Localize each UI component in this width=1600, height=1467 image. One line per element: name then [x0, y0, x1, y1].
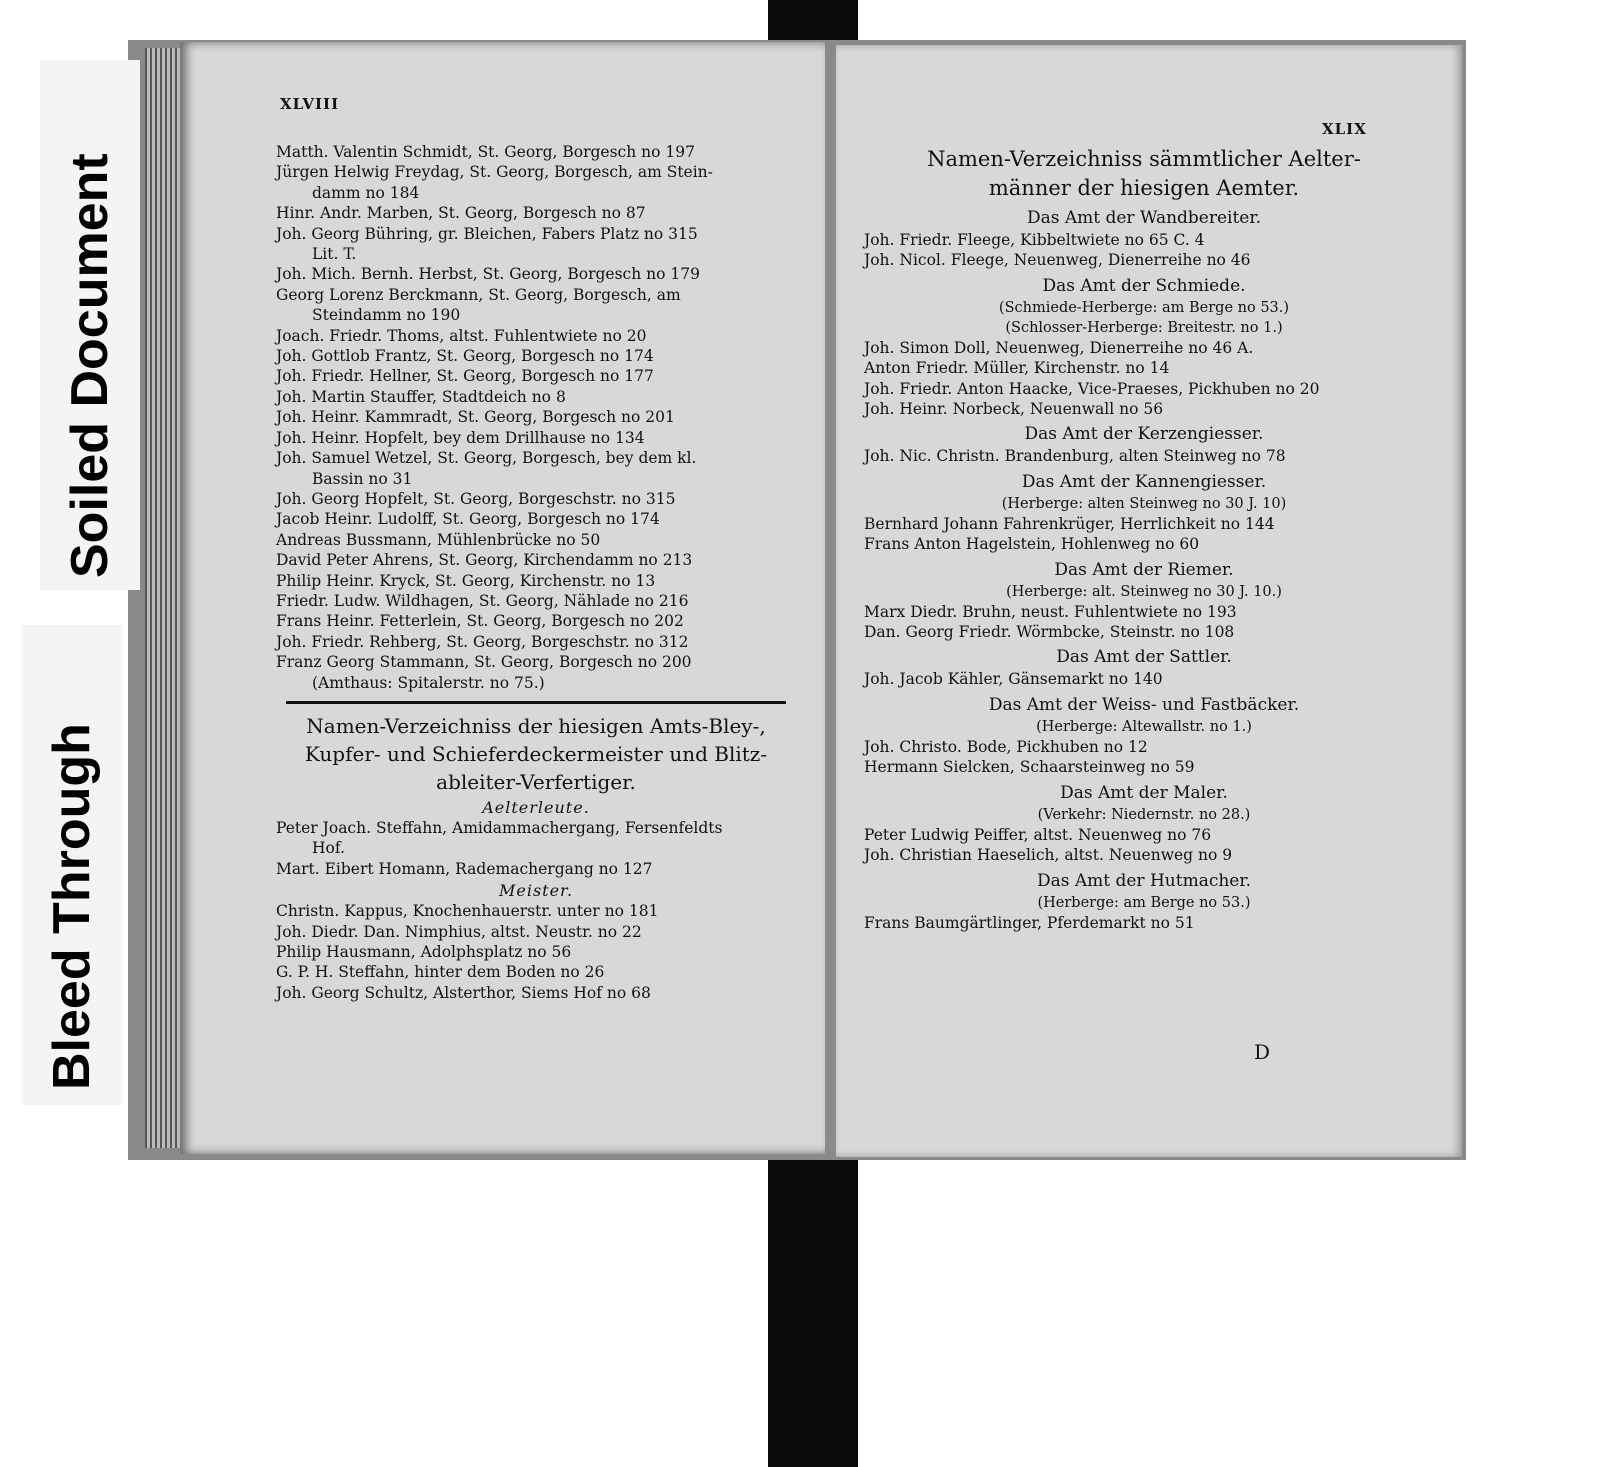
guild-sections: [864, 207, 1424, 933]
bleed-through-label: Bleed Through: [43, 723, 101, 1090]
entry-line: Frans Heinr. Fetterlein, St. Georg, Borgesch no 202: [276, 612, 684, 631]
entry-line: Joh. Christo. Bode, Pickhuben no 12: [864, 737, 1148, 756]
entry-line: Steindamm no 190: [312, 306, 461, 325]
entry-line: Hof.: [312, 839, 345, 858]
right-page-title: [864, 145, 1424, 203]
entry-line: Bassin no 31: [312, 469, 413, 488]
guild-heading: Das Amt der Kerzengiesser.: [1024, 424, 1264, 445]
entry-line: Joh. Georg Hopfelt, St. Georg, Borgeschstr. no 315: [276, 489, 676, 508]
section-title-line: Namen-Verzeichniss der hiesigen Amts-Bley-,: [306, 713, 766, 738]
guild-section: [864, 275, 1424, 420]
entry-line: Joach. Friedr. Thoms, altst. Fuhlentwiete no 20: [276, 326, 647, 345]
herberge-note: (Verkehr: Niedernstr. no 28.): [1037, 806, 1251, 823]
entry-line: Joh. Heinr. Kammradt, St. Georg, Borgesch no 201: [276, 408, 675, 427]
entry-line: Joh. Georg Schultz, Alsterthor, Siems Hof no 68: [276, 983, 651, 1002]
guild-heading: Das Amt der Wandbereiter.: [1026, 208, 1262, 228]
entry-line: Lit. T.: [312, 245, 357, 264]
entry-line: Christn. Kappus, Knochenhauerstr. unter no 181: [276, 902, 659, 921]
aelterleute-heading: Aelterleute.: [482, 797, 590, 817]
title-line: männer der hiesigen Aemter.: [988, 176, 1300, 200]
entry-line: Joh. Heinr. Hopfelt, bey dem Drillhause no 134: [276, 428, 645, 447]
herberge-note: (Herberge: alt. Steinweg no 30 J. 10.): [1006, 583, 1282, 600]
herberge-note: (Schlosser-Herberge: Breitestr. no 1.): [1005, 319, 1283, 336]
herberge-note: (Herberge: alten Steinweg no 30 J. 10): [1001, 495, 1287, 512]
herberge-note: (Schmiede-Herberge: am Berge no 53.): [998, 299, 1290, 316]
entry-line: Joh. Nicol. Fleege, Neuenweg, Dienerreihe no 46: [864, 251, 1251, 270]
entry-line: Friedr. Ludw. Wildhagen, St. Georg, Nählade no 216: [276, 591, 689, 610]
entry-line: damm no 184: [312, 183, 420, 202]
guild-section: [864, 471, 1424, 555]
title-line: Namen-Verzeichniss sämmtlicher Aelter-: [927, 147, 1361, 171]
left-section-title: [276, 712, 796, 796]
entry-line: Jürgen Helwig Freydag, St. Georg, Borgesch, am Stein-: [276, 163, 713, 182]
entry-line: David Peter Ahrens, St. Georg, Kirchendamm no 213: [276, 551, 693, 570]
entry-line: Peter Joach. Steffahn, Amidammachergang, Fersenfeldts: [276, 818, 723, 837]
guild-heading: Das Amt der Maler.: [1060, 782, 1228, 803]
herberge-note: (Herberge: am Berge no 53.): [1037, 894, 1251, 911]
guild-section: [864, 646, 1424, 689]
entry-line: G. P. H. Steffahn, hinter dem Boden no 26: [276, 963, 605, 982]
left-page-number: XLVIII: [280, 95, 340, 113]
entry-line: Joh. Christian Haeselich, altst. Neuenweg no 9: [864, 846, 1233, 865]
entry-line: Hermann Sielcken, Schaarsteinweg no 59: [864, 758, 1195, 777]
guild-section: [864, 207, 1424, 271]
guild-heading: Das Amt der Weiss- und Fastbäcker.: [988, 694, 1300, 715]
left-page-text: [276, 142, 796, 1003]
section-title-line: Kupfer- und Schieferdeckermeister und Blitz-: [304, 741, 768, 766]
entry-line: Georg Lorenz Berckmann, St. Georg, Borgesch, am: [276, 285, 681, 304]
herberge-note: (Herberge: Altewallstr. no 1.): [1036, 718, 1252, 735]
gutter-strip-bottom: [768, 1140, 858, 1467]
entry-line: Peter Ludwig Peiffer, altst. Neuenweg no 76: [864, 825, 1212, 844]
left-page: [180, 42, 825, 1154]
entry-line: Dan. Georg Friedr. Wörmbcke, Steinstr. no 108: [864, 623, 1235, 642]
right-page: [836, 45, 1462, 1157]
right-page-text: [864, 145, 1424, 933]
guild-section: [864, 870, 1424, 933]
guild-heading: Das Amt der Riemer.: [1054, 559, 1234, 580]
entry-line: Joh. Heinr. Norbeck, Neuenwall no 56: [864, 400, 1164, 419]
aelterleute-list: [276, 818, 796, 879]
entry-line: Joh. Simon Doll, Neuenweg, Dienerreihe no 46 A.: [864, 338, 1254, 357]
entry-line: Mart. Eibert Homann, Rademachergang no 127: [276, 859, 653, 878]
entry-line: Joh. Friedr. Hellner, St. Georg, Borgesch no 177: [276, 367, 654, 386]
entry-line: Joh. Samuel Wetzel, St. Georg, Borgesch, bey dem kl.: [276, 449, 697, 468]
entry-line: Bernhard Johann Fahrenkrüger, Herrlichkeit no 144: [864, 514, 1275, 533]
entry-line: Marx Diedr. Bruhn, neust. Fuhlentwiete no 193: [864, 602, 1237, 621]
section-title-line: ableiter-Verfertiger.: [436, 769, 636, 794]
entry-line: Joh. Nic. Christn. Brandenburg, alten Steinweg no 78: [864, 447, 1286, 466]
entry-line: Joh. Georg Bühring, gr. Bleichen, Fabers Platz no 315: [276, 224, 698, 243]
left-entries-list: [276, 142, 796, 693]
entry-line: Joh. Friedr. Anton Haacke, Vice-Praeses, Pickhuben no 20: [864, 379, 1320, 398]
entry-line: Joh. Diedr. Dan. Nimphius, altst. Neustr. no 22: [276, 922, 642, 941]
entry-line: Andreas Bussmann, Mühlenbrücke no 50: [276, 530, 601, 549]
soiled-document-label: Soiled Document: [61, 153, 119, 578]
entry-line: Jacob Heinr. Ludolff, St. Georg, Borgesch no 174: [276, 510, 660, 529]
entry-line: Franz Georg Stammann, St. Georg, Borgesch no 200: [276, 653, 692, 672]
meister-list: [276, 901, 796, 1003]
entry-line: Joh. Mich. Bernh. Herbst, St. Georg, Borgesch no 179: [276, 265, 700, 284]
entry-line: Philip Hausmann, Adolphsplatz no 56: [276, 943, 572, 961]
guild-section: [864, 694, 1424, 778]
entry-line: Hinr. Andr. Marben, St. Georg, Borgesch no 87: [276, 204, 646, 223]
entry-line: Anton Friedr. Müller, Kirchenstr. no 14: [864, 359, 1170, 378]
section-divider: [286, 701, 786, 704]
entry-line: Joh. Friedr. Rehberg, St. Georg, Borgeschstr. no 312: [276, 632, 689, 651]
guild-heading: Das Amt der Hutmacher.: [1036, 870, 1252, 891]
signature-mark: D: [1254, 1040, 1271, 1064]
entry-line: Matth. Valentin Schmidt, St. Georg, Borgesch no 197: [276, 143, 695, 161]
guild-section: [864, 559, 1424, 643]
entry-line: Joh. Gottlob Frantz, St. Georg, Borgesch no 174: [276, 347, 654, 366]
guild-section: [864, 423, 1424, 466]
guild-heading: Das Amt der Sattler.: [1056, 647, 1232, 668]
entry-line: Frans Baumgärtlinger, Pferdemarkt no 51: [864, 913, 1195, 932]
guild-heading: Das Amt der Schmiede.: [1042, 275, 1246, 296]
entry-line: Joh. Jacob Kähler, Gänsemarkt no 140: [864, 670, 1163, 689]
entry-line: Joh. Martin Stauffer, Stadtdeich no 8: [276, 387, 566, 406]
right-page-number: XLIX: [1322, 120, 1367, 138]
entry-line: Philip Heinr. Kryck, St. Georg, Kirchenstr. no 13: [276, 571, 656, 590]
entry-line: Frans Anton Hagelstein, Hohlenweg no 60: [864, 535, 1200, 554]
entry-line: (Amthaus: Spitalerstr. no 75.): [312, 673, 545, 692]
entry-line: Joh. Friedr. Fleege, Kibbeltwiete no 65 C. 4: [864, 231, 1205, 249]
guild-section: [864, 782, 1424, 866]
page-edges: [145, 48, 183, 1148]
meister-heading: Meister.: [498, 881, 574, 901]
guild-heading: Das Amt der Kannengiesser.: [1021, 471, 1267, 492]
